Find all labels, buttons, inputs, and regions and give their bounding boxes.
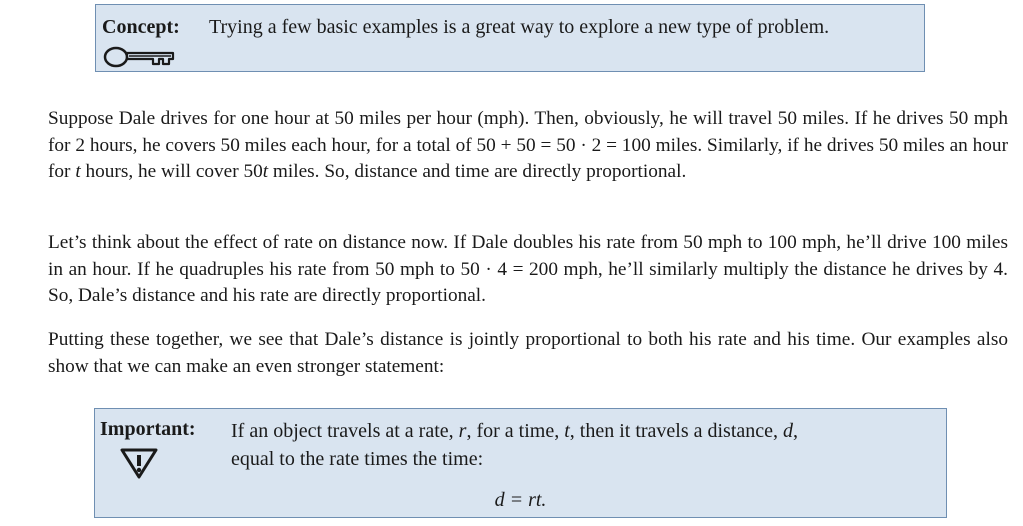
variable-d: d (783, 420, 794, 442)
variable-t: t (262, 161, 269, 182)
warning-shield-icon (119, 447, 159, 479)
concept-label: Concept: (102, 16, 180, 38)
important-line-2: equal to the rate times the time: (231, 448, 484, 470)
concept-text: Trying a few basic examples is a great way to explore a new type of problem. (209, 16, 830, 38)
concept-box (95, 4, 925, 72)
key-icon (103, 45, 177, 69)
variable-t: t (75, 161, 81, 182)
important-box (94, 408, 947, 518)
paragraph-3: Putting these together, we see that Dale’s distance is jointly proportional to both his rate and his time. Our examples also show that we can make an even stronger statement: (48, 329, 1008, 377)
equation: d = rt. (494, 489, 547, 511)
paragraph-1-text-c: miles. So, distance and time are directly proportional. (268, 161, 687, 182)
variable-r: r (458, 420, 467, 442)
variable-t: t (564, 420, 570, 442)
paragraph-1-text-b: hours, he will cover 50 (80, 161, 263, 182)
paragraph-2: Let’s think about the effect of rate on distance now. If Dale doubles his rate from 50 mph to 100 mph, he’ll drive 100 miles in an hour. If he quadruples his rate from 50 mph to 50 · 4 = 200 mph, he’ll similarly multiply the distance he drives by 4. So, Dale’s distance and his rate are directly proportional. (48, 232, 1008, 306)
paragraph-1 (16, 106, 1008, 186)
paragraph-1-text-a: Suppose Dale drives for one hour at 50 miles per hour (mph). Then, obviously, he will travel 50 miles. If he drives 50 mph for 2 hours, he covers 50 miles each hour, for a total of 50 + 50 = 50 · 2 = 100 miles. Similarly, if he drives 50 miles an hour for (48, 108, 1008, 182)
important-line-1: If an object travels at a rate, r, for a time, t, then it travels a distance, d, (231, 420, 799, 442)
important-label: Important: (100, 418, 196, 440)
